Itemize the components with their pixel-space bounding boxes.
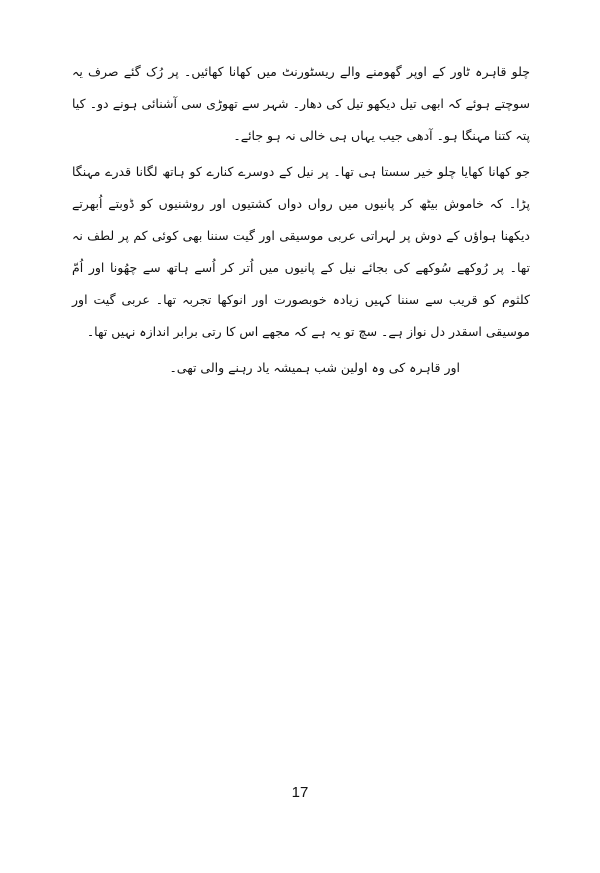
- paragraph-2: جو کھانا کھایا چلو خیر سستا ہی تھا۔ پر نیل کے دوسرے کنارے کو ہاتھ لگانا قدرے مہنگا پڑا۔ کہ خاموش بیٹھ کر پانیوں میں رواں دواں کشتیوں اور روشنیوں کو ڈوبتے اُبھرتے دیکھنا ہواؤں کے دوش پر لہراتی عربی موسیقی اور گیت سننا بھی کوئی کم پر لطف نہ تھا۔ پر رُوکھے سُوکھے کی بجائے نیل کے پانیوں میں اُتر کر اُسے ہاتھ سے چھُونا اور اُمّ کلثوم کو قریب سے سننا کہیں زیادہ خوبصورت اور انوکھا تجربہ تھا۔ عربی گیت اور موسیقی اسقدر دل نواز ہے۔ سچ تو یہ ہے کہ مجھے اس کا رتی برابر اندازہ نہیں تھا۔: [72, 164, 530, 339]
- body-text: [72, 56, 530, 384]
- page-number: 17: [291, 784, 309, 801]
- paragraph-1: چلو قاہرہ ٹاور کے اوپر گھومنے والے ریسٹورنٹ میں کھانا کھائیں۔ پر رُک گئے صرف یہ سوچتے ہوئے کہ ابھی تیل دیکھو تیل کی دھار۔ شہر سے تھوڑی سی آشنائی ہونے دو۔ کیا پتہ کتنا مہنگا ہو۔ آدھی جیب یہاں ہی خالی نہ ہو جائے۔: [72, 64, 530, 143]
- paragraph-3: اور قاہرہ کی وہ اولین شب ہمیشہ یاد رہنے والی تھی۔: [169, 360, 460, 375]
